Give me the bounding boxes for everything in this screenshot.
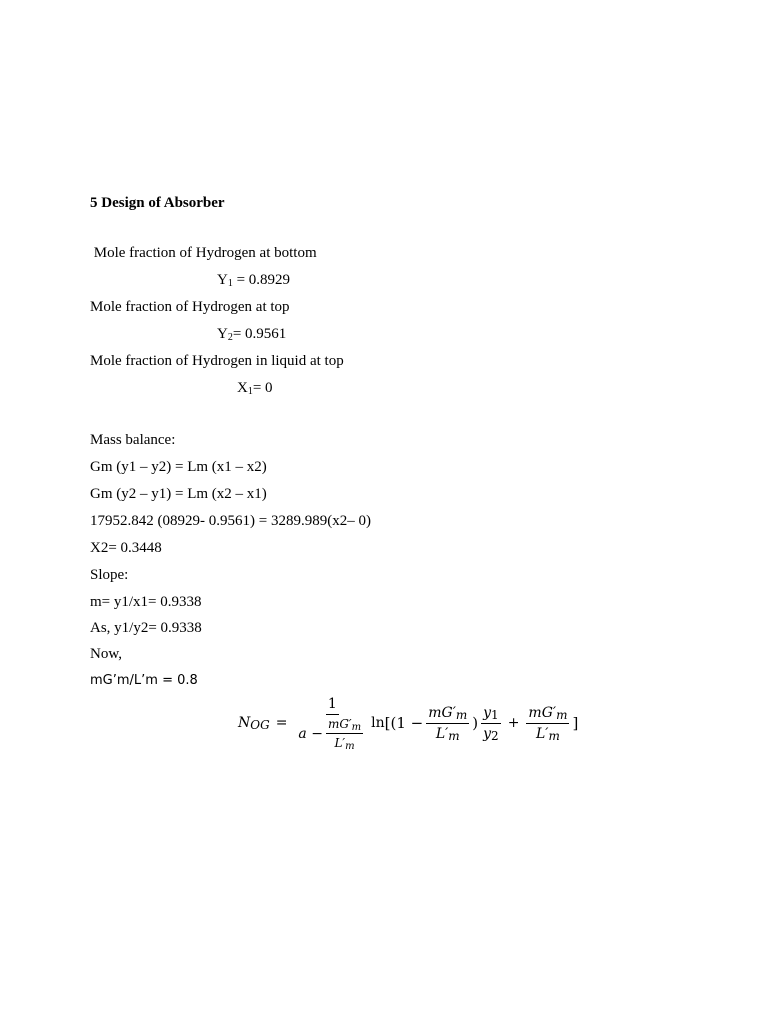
- text-line: Mole fraction of Hydrogen at bottom: [90, 245, 317, 261]
- fraction-numerator: 1: [326, 696, 339, 715]
- inner-fraction: $\frac{mG'_m}{L'_m}$: [327, 717, 362, 752]
- section-title: 5 Design of Absorber: [90, 195, 225, 211]
- value-line-x1: [237, 379, 273, 397]
- value: = 0: [252, 380, 273, 396]
- subscript: 1: [247, 386, 253, 397]
- text-line: Mole fraction of Hydrogen in liquid at top: [90, 353, 344, 369]
- formula-lhs: $N_{OG}$: [238, 715, 270, 732]
- text-line: Now,: [90, 646, 122, 662]
- symbol: Y: [217, 272, 228, 288]
- value: = 0.8929: [232, 272, 291, 288]
- equation-line: As, y1/y2= 0.9338: [90, 620, 202, 636]
- equation-line: Gm (y2 – y1) = Lm (x2 – x1): [90, 486, 267, 502]
- subscript: 1: [227, 278, 233, 289]
- nog-formula: [238, 696, 578, 750]
- value-line-y2: [217, 325, 286, 343]
- close-paren: ): [472, 714, 479, 732]
- ln-label: ln: [371, 715, 385, 731]
- subscript: 2: [227, 332, 233, 343]
- symbol: X: [237, 380, 248, 396]
- close-bracket: ]: [572, 714, 579, 732]
- formula-equals: =: [275, 715, 288, 731]
- equation-line: mG’m/L’m = 0.8: [90, 673, 198, 688]
- plus-sign: +: [507, 715, 520, 731]
- symbol: Y: [217, 326, 228, 342]
- ratio-fraction-2: $\frac{mG'_m}{L'_m}$: [528, 704, 568, 743]
- y-fraction: $\frac{y_1}{y_2}$: [483, 704, 499, 743]
- fraction-denominator: a − $\frac{mG'_m}{L'_m}$: [298, 717, 362, 752]
- text-line: Mole fraction of Hydrogen at top: [90, 299, 290, 315]
- text-line: Mass balance:: [90, 432, 176, 448]
- value: = 0.9561: [232, 326, 287, 342]
- equation-line: m= y1/x1= 0.9338: [90, 594, 202, 610]
- result-line: X2= 0.3448: [90, 540, 162, 556]
- equation-line: Gm (y1 – y2) = Lm (x1 – x2): [90, 459, 267, 475]
- main-fraction: [296, 696, 368, 750]
- open-bracket: [(1 −: [384, 714, 424, 732]
- ratio-fraction-1: $\frac{mG'_m}{L'_m}$: [428, 704, 468, 743]
- value-line-y1: [217, 271, 290, 289]
- equation-line: 17952.842 (08929- 0.9561) = 3289.989(x2– 0): [90, 513, 371, 529]
- text-line: Slope:: [90, 567, 129, 583]
